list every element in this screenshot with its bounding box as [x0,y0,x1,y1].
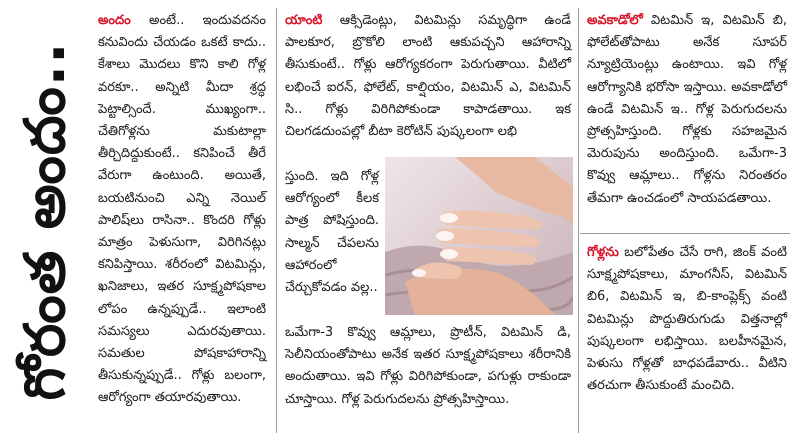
lead-word: అందం [98,13,131,28]
column-intro [98,10,266,410]
nail [440,213,458,223]
column-rule [276,8,277,433]
column-rule [578,8,579,433]
nail [436,231,454,241]
paragraph-text: అంటే.. ఇందువదనం కనువిందు చేయడం ఒకటే కాదు.. కేశాలు మొదలు కొని కాలి గోళ్ల వరకూ.. అన్నిటి మీదా శ్రద్ధ పెట్టాల్సిందే. ముఖ్యంగా.. చేతిగోళ్లను మకుటాల్లా తీర్చిదిద్దుకుంటే.. కనిపించే తీరే వేరుగా ఉంటుంది. అయితే, బయటినుంచి ఎన్ని నెయిల్ పాలిష్‌లు రాసినా.. కొందరి గోళ్లు మాత్రం పెళుసుగా, విరిగినట్లు కనిపిస్తాయి. శరీరంలో విటమిన్లు, ఖనిజాలు, ఇతర సూక్ష్మపోషకాల లోపం ఉన్నప్పుడే.. ఇలాంటి సమస్యలు ఎదురవుతాయి. సమతుల పోషకాహారాన్ని తీసుకున్నప్పుడే.. గోళ్లు బలంగా, ఆరోగ్యంగా తయారవుతాయి. [98,13,266,406]
article-headline: గోరంత అందం.. [13,41,78,401]
intro-paragraph [98,10,266,410]
manicured-hands-photo [385,157,573,315]
paragraph-text: ఆక్సిడెంట్లు, విటమిన్లు సమృద్ధిగా ఉండే పాలకూర, బ్రొకోలి లాంటి ఆకుపచ్చని ఆహారాన్ని తీసుకుంటే.. గోళ్లు ఆరోగ్యకరంగా పెరుగుతాయి. వీటిలో లభించే ఐరన్, ఫోలేట్, కాల్షియం, విటమిన్ ఎ, విటమిన్ సి.. గోళ్లు విరిగిపోకుండా కాపాడతాయి. ఇక చిలగడదుంపల్లో బీటా కెరోటిన్ పుష్కలంగా లభి [285,13,571,140]
column2-top-block [285,10,571,143]
paragraph-text: ఒమేగా-3 కొవ్వు ఆమ్లాలు, ప్రొటీన్, విటమిన్ డి, సెలీనియంతోపాటు అనేక ఇతర సూక్ష్మపోషకాలు శరీరానికి అందుతాయి. ఇవి గోళ్లు విరిగిపోకుండా, పగుళ్లు రాకుండా చూస్తాయి. గోళ్ల పెరుగుదలను ప్రోత్సహిస్తాయి. [285,325,571,407]
nail [440,249,458,259]
headline-area [4,0,88,443]
nail [412,269,426,277]
antioxidants-paragraph [285,10,571,143]
avocado-block [587,10,787,210]
lead-word: అవకాడోలో [587,13,643,28]
lead-word: యాంటి [285,13,323,28]
avocado-paragraph [587,10,787,210]
paragraph-text: స్తుంది. ఇది గోళ్ల ఆరోగ్యంలో కీలక పాత్ర పోషిస్తుంది. సాల్మన్ చేపలను ఆహారంలో చేర్చుకోవడం వల్ల.. [285,169,379,296]
column2-bottom-block [285,322,571,411]
nails-paragraph [587,242,787,397]
hands-illustration [385,157,573,315]
paragraph-text: బలోపేతం చేసే రాగి, జింక్ వంటి సూక్ష్మపోషకాలు, మాంగనీస్, విటమిన్ బి6, విటమిన్ ఇ, బి-కాంప్లెక్స్ వంటి విటమిన్లు పొద్దుతిరుగుడు విత్తనాల్లో పుష్కలంగా లభిస్తాయి. బలహీనమైన, పెళుసు గోళ్లతో బాధపడేవారు.. వీటిని తరచుగా తీసుకుంటే మంచిది. [587,245,787,394]
nails-block [587,242,787,397]
paragraph-text: విటమిన్ ఇ, విటమిన్ బి, ఫోలేట్‌తోపాటు అనేక సూపర్ న్యూట్రియెంట్లు ఉంటాయి. ఇవి గోళ్ల ఆరోగ్యానికి భరోసా ఇస్తాయి. అవకాడోలో ఉండే విటమిన్ ఇ.. గోళ్ల పెరుగుదలను ప్రోత్సహిస్తుంది. గోళ్లకు సహజమైన మెరుపును అందిస్తుంది. ఒమేగా-3 కొవ్వు ఆమ్లాలు.. గోళ్లను నిరంతరం తేమగా ఉంచడంలో సాయపడతాయి. [587,13,787,206]
column2-wrap-block [285,166,379,299]
lead-word: గోళ్లను [587,245,619,260]
section-divider [580,233,790,234]
